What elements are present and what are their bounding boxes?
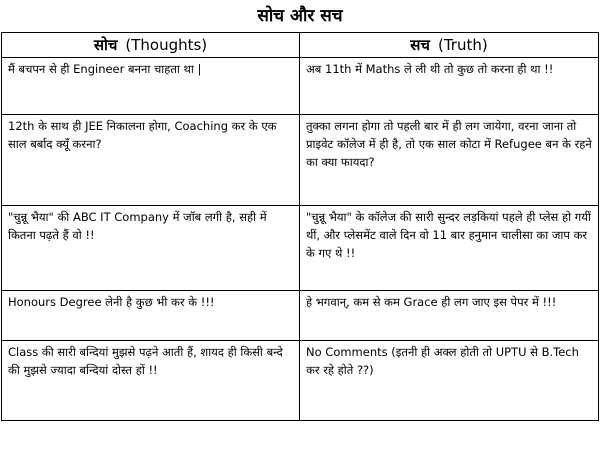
table-row bbox=[2, 291, 599, 341]
comparison-table bbox=[1, 32, 599, 421]
thought-cell: Honours Degree लेनी है कुछ भी कर के !!! bbox=[2, 291, 300, 341]
truth-cell: हे भगवान्, कम से कम Grace ही लग जाए इस पेपर में !!! bbox=[300, 291, 599, 341]
thought-cell: मैं बचपन से ही Engineer बनना चाहता था | bbox=[2, 58, 300, 115]
header-row bbox=[2, 33, 599, 58]
truth-cell: No Comments (इतनी ही अक्ल होती तो UPTU से B.Tech कर रहे होते ??) bbox=[300, 341, 599, 421]
header-thoughts bbox=[2, 33, 300, 58]
thought-cell: Class की सारी बन्दियां मुझसे पढ़ने आती हैं, शायद ही किसी बन्दे की मुझसे ज्यादा बन्दियां दोस्त हों !! bbox=[2, 341, 300, 421]
table-row bbox=[2, 115, 599, 206]
header-truth-hindi: सच bbox=[410, 36, 430, 54]
header-thoughts-english: (Thoughts) bbox=[125, 36, 208, 54]
page-title: सोच और सच bbox=[257, 6, 343, 26]
header-truth bbox=[300, 33, 599, 58]
truth-cell: "चुन्नू भैया" के कॉलेज की सारी सुन्दर लड़कियां पहले ही प्लेस हो गयीं थीं, और प्लेसमेंट वाले दिन वो 11 बार हनुमान चालीसा का जाप कर के गए थे !! bbox=[300, 206, 599, 291]
header-thoughts-hindi: सोच bbox=[93, 36, 118, 54]
truth-cell: तुक्का लगना होगा तो पहली बार में ही लग जायेगा, वरना जाना तो प्राइवेट कॉलेज में ही है, तो एक साल कोटा में Refugee बन के रहने का क्या फायदा? bbox=[300, 115, 599, 206]
table-row bbox=[2, 341, 599, 421]
thought-cell: "चुन्नू भैया" की ABC IT Company में जॉब लगी है, सही में कितना पढ़ते हैं वो !! bbox=[2, 206, 300, 291]
table-row bbox=[2, 58, 599, 115]
thought-cell: 12th के साथ ही JEE निकालना होगा, Coaching कर के एक साल बर्बाद क्यूँ करना? bbox=[2, 115, 300, 206]
header-truth-english: (Truth) bbox=[437, 36, 488, 54]
table-row bbox=[2, 206, 599, 291]
truth-cell: अब 11th में Maths ले ली थी तो कुछ तो करना ही था !! bbox=[300, 58, 599, 115]
